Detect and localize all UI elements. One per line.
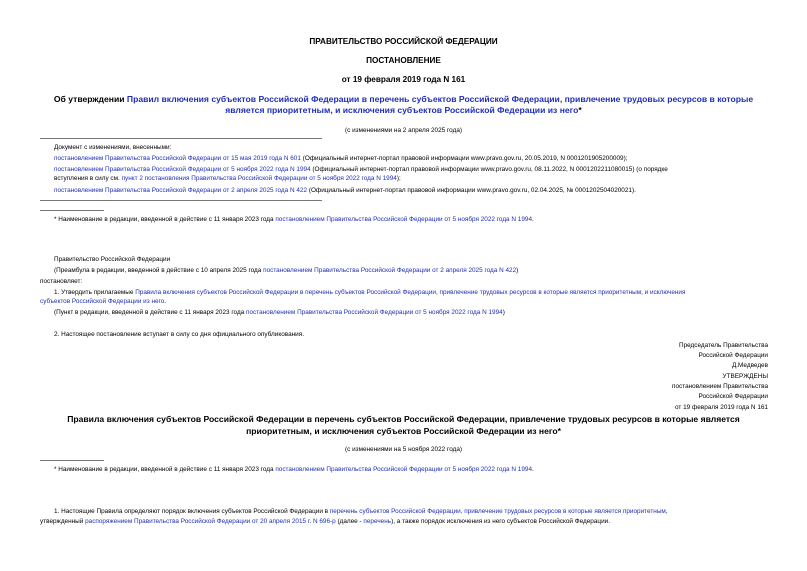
- footnote: [54, 215, 534, 224]
- signature-position-2: Российской Федерации: [698, 352, 768, 359]
- decides: постановляет:: [40, 278, 83, 285]
- paragraph-1: [54, 288, 685, 297]
- divider: [40, 200, 322, 201]
- rules-title-line-2: приоритетным, и исключения субъектов Российской Федерации из него*: [246, 426, 561, 436]
- footnote-end: .: [532, 216, 534, 223]
- amendment-item: [54, 186, 636, 195]
- approved-line: постановлением Правительства: [672, 383, 768, 390]
- preamble-note-end: ): [516, 267, 519, 274]
- amendment-link[interactable]: пункт 2 постановления Правительства Российской Федерации от 5 ноября 2022 года N 1994: [121, 175, 397, 182]
- footnote-end: .: [532, 466, 534, 473]
- amendment-note: вступления в силу см.: [54, 175, 122, 182]
- document-title-link[interactable]: Правил включения субъектов Российской Федерации в перечень субъектов Российской Федерации, привлечение трудовых ресурсов в которые является приоритетным, и исключения субъектов Российской Федерации из него: [126, 94, 754, 115]
- amendment-source: (Официальный интернет-портал правовой информации www.pravo.gov.ru, 08.11.2022, N 0001202211080015) (о порядке: [310, 166, 668, 173]
- amendment-link[interactable]: постановлением Правительства Российской Федерации от 5 ноября 2022 года N 1994: [54, 166, 311, 173]
- amendment-source: (Официальный интернет-портал правовой информации www.pravo.gov.ru, 20.05.2019, N 0001201905200009);: [300, 155, 628, 162]
- rules-link[interactable]: субъектов Российской Федерации из него: [40, 298, 165, 305]
- document-title: [44, 94, 763, 116]
- clause-1-text: утвержденный: [40, 518, 86, 525]
- clause-1-comma: ,: [665, 508, 668, 515]
- paragraph-1-note-end: ): [502, 309, 505, 316]
- footnote-link[interactable]: постановлением Правительства Российской Федерации от 5 ноября 2022 года N 1994: [275, 216, 532, 223]
- paragraph-1-note: [54, 308, 505, 317]
- clause-1-continuation: [40, 517, 610, 526]
- footnote-link[interactable]: постановлением Правительства Российской Федерации от 5 ноября 2022 года N 1994: [275, 466, 532, 473]
- approved-line: Российской Федерации: [698, 393, 768, 400]
- signature-name: Д.Медведев: [731, 362, 768, 369]
- document-changes-note: (с изменениями на 2 апреля 2025 года): [345, 127, 462, 134]
- list-link[interactable]: перечень: [363, 518, 392, 525]
- document-date-number: от 19 февраля 2019 года N 161: [341, 75, 466, 84]
- amendments-intro: Документ с изменениями, внесенными:: [54, 144, 172, 151]
- document-type: ПОСТАНОВЛЕНИЕ: [366, 56, 441, 65]
- approved-date: от 19 февраля 2019 года N 161: [675, 404, 768, 411]
- amendment-source: (Официальный интернет-портал правовой информации www.pravo.gov.ru, 02.04.2025, № 0001202504020021).: [307, 187, 636, 194]
- footnote-text: * Наименование в редакции, введенной в действие с 11 января 2023 года: [54, 216, 276, 223]
- clause-1-text: ), а также порядок исключения из него субъектов Российской Федерации.: [391, 518, 610, 525]
- amendment-item: [54, 165, 668, 174]
- order-link[interactable]: распоряжением Правительства Российской Федерации от 20 апреля 2015 г. N 696-р: [85, 518, 336, 525]
- footnote-divider: [40, 460, 104, 461]
- preamble-note: [54, 266, 518, 275]
- preamble-note-text: (Преамбула в редакции, введенной в действие с 10 апреля 2025 года: [54, 267, 264, 274]
- signature-position: Председатель Правительства: [679, 342, 768, 349]
- paragraph-1-note-text: (Пункт в редакции, введенной в действие с 11 января 2023 года: [54, 309, 247, 316]
- document-title-asterisk: *: [578, 105, 582, 115]
- amendment-link[interactable]: постановлением Правительства Российской Федерации от 2 апреля 2025 года N 422: [54, 187, 308, 194]
- footnote-text: * Наименование в редакции, введенной в действие с 11 января 2023 года: [54, 466, 276, 473]
- regions-list-link[interactable]: перечень субъектов Российской Федерации, привлечение трудовых ресурсов в которые является приоритетным: [329, 508, 666, 515]
- document-title-prefix: Об утверждении: [53, 94, 127, 104]
- footnote: [54, 465, 534, 474]
- amendment-note-end: );: [396, 175, 401, 182]
- rules-changes-note: (с изменениями на 5 ноября 2022 года): [344, 446, 463, 453]
- paragraph-2: 2. Настоящее постановление вступает в силу со дня официального опубликования.: [54, 331, 304, 338]
- paragraph-1-continuation: [40, 297, 166, 306]
- clause-1-text: 1. Настоящие Правила определяют порядок включения субъектов Российской Федерации в: [54, 508, 330, 515]
- divider: [40, 138, 322, 139]
- paragraph-1-text: 1. Утвердить прилагаемые: [54, 289, 136, 296]
- paragraph-1-note-link[interactable]: постановлением Правительства Российской Федерации от 5 ноября 2022 года N 1994: [246, 309, 503, 316]
- government-heading: ПРАВИТЕЛЬСТВО РОССИЙСКОЙ ФЕДЕРАЦИИ: [309, 37, 498, 46]
- rules-link[interactable]: Правила включения субъектов Российской Федерации в перечень субъектов Российской Федерации, привлечение трудовых ресурсов в которые является приоритетным, и исключения: [135, 289, 686, 296]
- clause-1-text: (далее -: [335, 518, 364, 525]
- rules-title: Правила включения субъектов Российской Федерации в перечень субъектов Российской Федерации, привлечение трудовых ресурсов в которые является: [67, 414, 740, 424]
- clause-1: [54, 507, 668, 516]
- amendment-item-continuation: [54, 174, 401, 183]
- preamble-note-link[interactable]: постановлением Правительства Российской Федерации от 2 апреля 2025 года N 422: [263, 267, 517, 274]
- paragraph-1-end: .: [164, 298, 167, 305]
- amendment-link[interactable]: постановлением Правительства Российской Федерации от 15 мая 2019 года N 601: [54, 155, 301, 162]
- amendment-item: [54, 154, 628, 163]
- footnote-divider: [40, 210, 104, 211]
- approved-heading: УТВЕРЖДЕНЫ: [722, 373, 768, 380]
- preamble: Правительство Российской Федерации: [54, 256, 171, 263]
